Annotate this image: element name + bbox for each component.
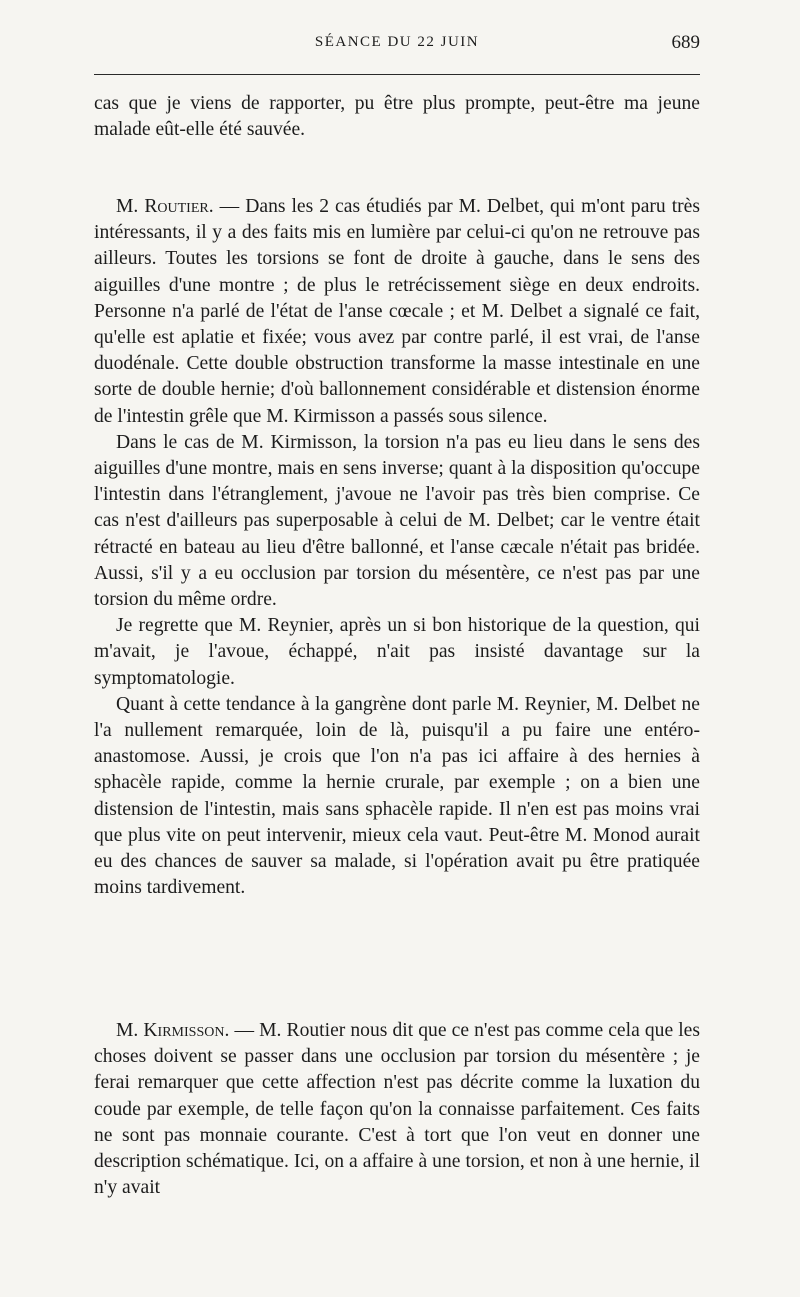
page-header [94,34,700,58]
intro-block [94,91,700,143]
header-rule [94,74,700,75]
speaker-kirmisson: M. Kirmisson. [116,1020,230,1041]
intro-paragraph: cas que je viens de rapporter, pu être plus prompte, peut-être ma jeune malade eût-elle été sauvée. [94,93,700,141]
routier-paragraph-3: Je regrette que M. Reynier, après un si bon historique de la question, qui m'avait, je l'avoue, échappé, n'ait pas insisté davantage sur la symptomatologie. [94,615,700,689]
routier-paragraph-1 [94,194,700,430]
kirmisson-paragraph-text: — M. Routier nous dit que ce n'est pas comme cela que les choses doivent se passer dans une occlusion par torsion du mésentère ; je ferai remarquer que cette affection n'est pas décrite comme la luxation du coude par exemple, de telle façon qu'on la connaisse parfaitement. Ces faits ne sont pas monnaie courante. C'est à tort que l'on veut en donner une description schématique. Ici, on a affaire à une torsion, et non à une hernie, il n'y avait [94,1020,700,1199]
page-number: 689 [671,32,700,53]
routier-paragraph-4: Quant à cette tendance à la gangrène dont parle M. Reynier, M. Delbet ne l'a nullement remarquée, loin de là, puisqu'il a pu faire une entéro-anastomose. Aussi, je crois que l'on n'a pas ici affaire à des hernies à sphacèle rapide, comme la hernie crurale, par exemple ; on a bien une distension de l'intestin, mais sans sphacèle rapide. Il n'en est pas moins vrai que plus vite on peut intervenir, mieux cela vaut. Peut-être M. Monod aurait eu des chances de sauver sa malade, si l'opération avait pu être pratiquée moins tardivement. [94,693,700,899]
kirmisson-paragraph [94,1018,700,1201]
running-title: SÉANCE DU 22 JUIN [314,34,480,50]
routier-paragraph-2: Dans le cas de M. Kirmisson, la torsion n'a pas eu lieu dans le sens des aiguilles d'une montre, mais en sens inverse; quant à la disposition qu'occupe l'intestin dans l'étranglement, j'avoue ne l'avoir pas très bien comprise. Ce cas n'est d'ailleurs pas superposable à celui de M. Delbet; car le ventre était rétracté en bateau au lieu d'être ballonné, et l'anse cæcale n'était pas bridée. Aussi, s'il y a eu occlusion par torsion du mésentère, ce n'est pas par une torsion du même ordre. [94,431,700,611]
routier-paragraph-1-text: — Dans les 2 cas étudiés par M. Delbet, qui m'ont paru très intéressants, il y a des faits mis en lumière par celui-ci qu'on ne retrouve pas ailleurs. Toutes les torsions se font de droite à gauche, dans le sens des aiguilles d'une montre ; de plus le retrécissement siège en deux endroits. Personne n'a parlé de l'état de l'anse cœcale ; et M. Delbet a signalé ce fait, qu'elle est aplatie et fixée; vous avez par contre parlé, il est vrai, de l'anse duodénale. Cette double obstruction transforme la masse intestinale en une sorte de double hernie; d'où ballonnement considérable et distension énorme de l'intestin grêle que M. Kirmisson a passés sous silence. [94,196,700,427]
routier-block [94,194,700,901]
kirmisson-block [94,1018,700,1201]
speaker-routier: M. Routier. [116,196,214,217]
